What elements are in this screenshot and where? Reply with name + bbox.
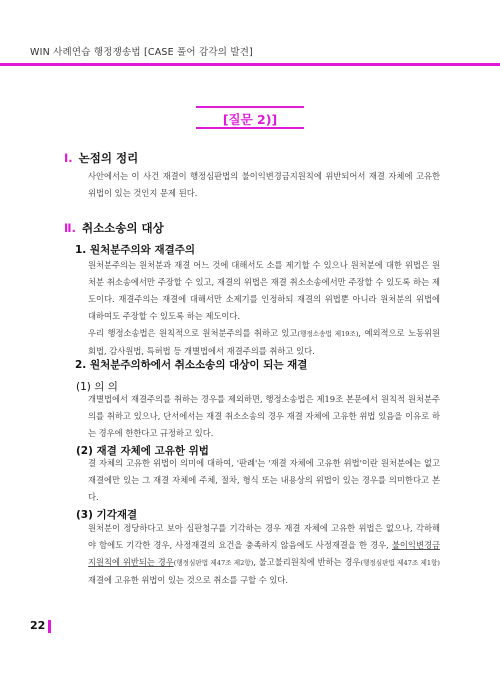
section-2-heading bbox=[64, 220, 164, 236]
item-3-reference-1: (행정심판법 제47조 제2항) bbox=[173, 559, 254, 567]
item-3-reference-2: (행정심판법 제47조 제1항) bbox=[360, 559, 440, 567]
section-1-title: 논점의 정리 bbox=[78, 151, 139, 165]
item-3-paragraph bbox=[88, 520, 440, 589]
section-1-heading bbox=[64, 150, 138, 166]
item-2-paragraph: 결 자체의 고유한 위법이 의미에 대하여, '판례'는 '재결 자체에 고유한 위법'이란 원처분에는 없고 재결에만 있는 그 재결 자체에 주체, 절차, 형식 또는 내용상의 위법이 있는 경우를 의미한다고 본다. bbox=[88, 458, 440, 502]
question-title: [질문 2)] bbox=[222, 112, 278, 127]
item-2-title: (2) 재결 자체에 고유한 위법 bbox=[76, 445, 209, 457]
section-2-title: 취소소송의 대상 bbox=[81, 221, 164, 235]
subsection-1-paragraph-1: 원처분주의는 원처분과 재결 어느 것에 대해서도 소를 제기할 수 있으나 원처분에 대한 위법은 원처분 취소송에서만 주장할 수 있고, 재결의 위법은 재결 취소소송에서만 주장할 수 있도록 하는 제도이다. 재결주의는 재결에 대해서만 소제기를 인정하되 재결의 위법뿐 아니라 원처분의 위법에 대하여도 주장할 수 있도록 하는 제도이다. bbox=[88, 260, 440, 321]
section-1-paragraph: 사안에서는 이 사건 재결이 행정심판법의 불이익변경금지원칙에 위반되어서 재결 자체에 고유한 위법이 있는 것인지 문제 된다. bbox=[88, 171, 440, 198]
item-3-text-a: 원처분이 정당하다고 보아 심판청구를 기각하는 경우 재결 자체에 고유한 위법은 없으나, 각하해야 함에도 기각한 경우, 사정재결의 요건을 충족하지 않음에도 사정재결을 한 경우, bbox=[88, 523, 440, 550]
section-1-number: Ⅰ. bbox=[64, 151, 73, 165]
subsection-1-paragraph-2 bbox=[88, 325, 440, 360]
page-number: 22 bbox=[30, 619, 46, 632]
sub1-para2-text-b: , 예외적으로 노동위원회법, 감사원법, 특허법 등 개별법에서 재결주의를 취하고 있다. bbox=[88, 328, 441, 356]
sub1-para2-text-a: 우리 행정소송법은 원칙적으로 원처분주의를 취하고 있고 bbox=[88, 328, 298, 338]
section-2-number: Ⅱ. bbox=[64, 221, 76, 235]
running-header: WIN 사례연습 행정쟁송법 [CASE 풀어 감각의 발견] bbox=[30, 47, 254, 58]
header-rule bbox=[0, 63, 500, 66]
item-3-text-b: , 불고불리원칙에 반하는 경우 bbox=[253, 557, 361, 567]
item-3-text-c: 재결에 고유한 위법이 있는 것으로 취소를 구할 수 있다. bbox=[88, 575, 289, 585]
subsection-1-title: 1. 원처분주의와 재결주의 bbox=[75, 244, 196, 256]
page-number-bar bbox=[48, 620, 51, 633]
subsection-2-title: 2. 원처분주의하에서 취소소송의 대상이 되는 재결 bbox=[75, 359, 308, 371]
sub1-para2-reference: (행정소송법 제19조) bbox=[297, 330, 359, 338]
item-1-title: (1) 의 의 bbox=[76, 381, 118, 393]
item-3-underlined-text: 불이익변경금지원칙에 위반되는 경우 bbox=[88, 540, 440, 567]
item-1-paragraph: 개별법에서 재결주의를 취하는 경우를 제외하면, 행정소송법은 제19조 본문에서 원칙적 원처분주의를 취하고 있으나, 단서에서는 재결 취소소송의 경우 재결 자체에 고유한 위법 있음을 이유로 하는 경우에 한한다고 규정하고 있다. bbox=[88, 394, 440, 438]
question-heading-box bbox=[196, 106, 304, 129]
item-3-title: (3) 기각재결 bbox=[76, 509, 138, 521]
